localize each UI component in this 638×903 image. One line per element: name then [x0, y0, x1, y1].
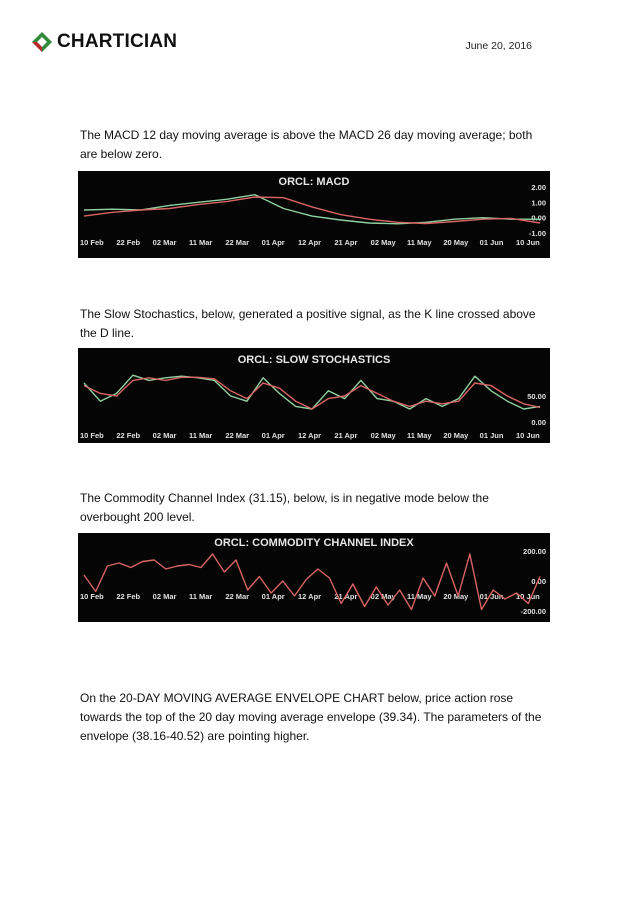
x-tick-label: 01 Apr — [261, 238, 285, 247]
x-tick-label: 10 Jun — [516, 431, 540, 440]
series-line — [84, 375, 540, 409]
x-tick-label: 22 Feb — [116, 238, 141, 247]
y-tick-label: -1.00 — [528, 229, 546, 238]
paragraph-stoch — [80, 305, 550, 343]
x-tick-label: 02 Mar — [152, 431, 177, 440]
chart-cci — [78, 533, 550, 622]
paragraph-text: The Slow Stochastics, below, generated a positive signal, as the K line crossed above the D line. — [80, 307, 536, 340]
x-tick-label: 01 Jun — [479, 238, 504, 247]
chart-title: ORCL: COMMODITY CHANNEL INDEX — [214, 537, 414, 549]
x-tick-label: 22 Mar — [225, 238, 250, 247]
x-tick-label: 01 Apr — [261, 431, 285, 440]
x-tick-label: 22 Mar — [225, 431, 250, 440]
x-tick-label: 21 Apr — [334, 592, 358, 601]
x-tick-label: 01 Jun — [479, 592, 504, 601]
brand-logo — [30, 30, 177, 54]
y-tick-label: 0.00 — [531, 213, 546, 223]
x-tick-label: 11 May — [407, 592, 432, 601]
y-tick-label: 200.00 — [523, 547, 546, 556]
x-tick-label: 01 Jun — [479, 431, 504, 440]
x-tick-label: 12 Apr — [298, 238, 322, 247]
x-tick-label: 10 Feb — [80, 238, 104, 247]
x-tick-label: 20 May — [443, 431, 469, 440]
paragraph-macd — [80, 126, 550, 164]
x-tick-label: 20 May — [443, 238, 469, 247]
x-tick-label: 22 Mar — [225, 592, 250, 601]
diamond-logo-icon — [30, 30, 54, 54]
x-tick-label: 11 May — [407, 431, 432, 440]
chart-title: ORCL: MACD — [278, 176, 350, 188]
chart-macd — [78, 171, 550, 258]
x-tick-label: 11 Mar — [189, 592, 213, 601]
x-tick-label: 10 Jun — [516, 592, 540, 601]
brand-name: CHARTICIAN — [57, 31, 178, 52]
page-header — [30, 30, 638, 58]
document-date: June 20, 2016 — [465, 40, 532, 52]
stochastics-chart-svg — [78, 348, 550, 443]
x-tick-label: 02 May — [370, 238, 396, 247]
y-tick-label: -200.00 — [520, 607, 546, 616]
x-tick-label: 21 Apr — [334, 238, 358, 247]
x-tick-label: 01 Apr — [261, 592, 285, 601]
y-tick-label: 0.00 — [531, 577, 546, 586]
x-tick-label: 02 May — [370, 592, 396, 601]
x-tick-label: 11 Mar — [189, 238, 213, 247]
paragraph-text: The Commodity Channel Index (31.15), below, is in negative mode below the overbought 200 level. — [80, 491, 489, 524]
series-line — [84, 377, 540, 409]
x-tick-label: 02 May — [370, 431, 396, 440]
chart-title: ORCL: SLOW STOCHASTICS — [237, 354, 391, 366]
paragraph-text: The MACD 12 day moving average is above the MACD 26 day moving average; both are below zero. — [80, 128, 533, 161]
series-line — [84, 554, 540, 610]
y-tick-label: 50.00 — [527, 392, 546, 401]
x-tick-label: 02 Mar — [152, 592, 177, 601]
series-line — [84, 197, 540, 224]
x-tick-label: 22 Feb — [116, 431, 141, 440]
paragraph-text: On the 20-DAY MOVING AVERAGE ENVELOPE CHART below, price action rose towards the top of the 20 day moving average envelope (39.34). The parameters of the envelope (38.16-40.52) are pointing higher. — [80, 691, 542, 743]
chart-stochastics — [78, 348, 550, 443]
y-tick-label: 1.00 — [531, 198, 546, 208]
x-tick-label: 12 Apr — [298, 592, 322, 601]
x-tick-label: 22 Feb — [116, 592, 141, 601]
x-tick-label: 21 Apr — [334, 431, 358, 440]
y-tick-label: 2.00 — [531, 183, 546, 192]
x-tick-label: 10 Jun — [516, 238, 540, 247]
y-tick-label: 0.00 — [531, 418, 546, 427]
x-tick-label: 11 May — [407, 238, 432, 247]
macd-chart-svg — [78, 171, 550, 258]
x-tick-label: 12 Apr — [298, 431, 322, 440]
x-tick-label: 20 May — [443, 592, 469, 601]
cci-chart-svg — [78, 533, 550, 622]
paragraph-cci — [80, 489, 550, 527]
x-tick-label: 10 Feb — [80, 431, 104, 440]
x-tick-label: 10 Feb — [80, 592, 104, 601]
x-tick-label: 11 Mar — [189, 431, 213, 440]
x-tick-label: 02 Mar — [152, 238, 177, 247]
paragraph-envelope — [80, 689, 550, 746]
